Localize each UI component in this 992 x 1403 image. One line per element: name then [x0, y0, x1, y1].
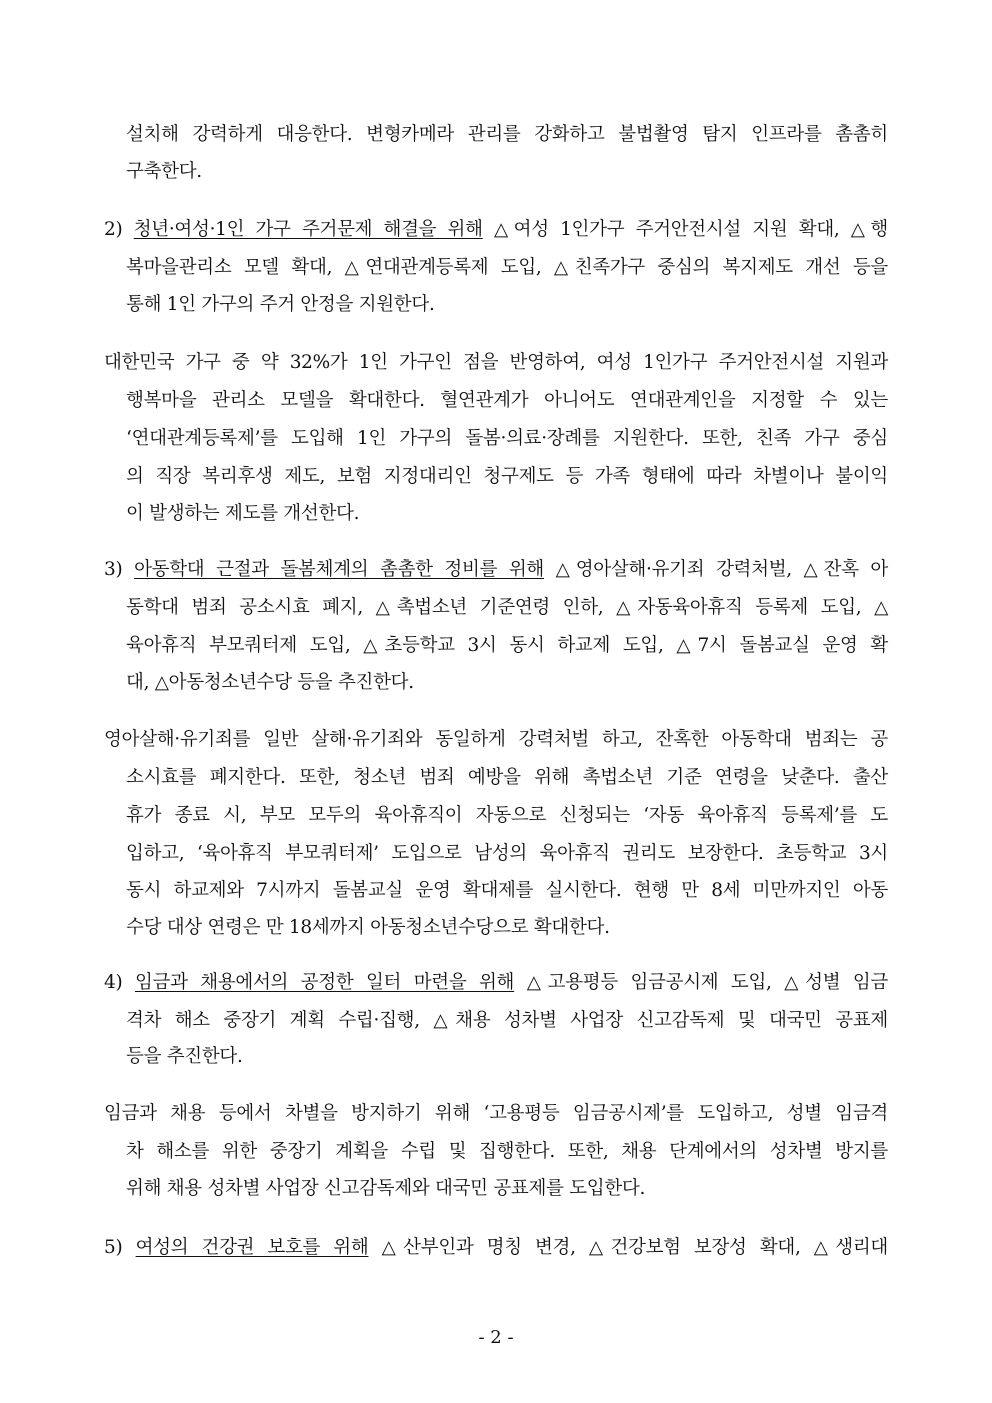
- item-number: 5): [104, 1237, 123, 1258]
- text-line: 동시 하교제와 7시까지 돌봄교실 운영 확대제를 실시한다. 현행 만 8세 미만까지인 아동: [126, 880, 888, 901]
- text-line: 행복마을 관리소 모델을 확대한다. 혈연관계가 아니어도 연대관계인을 지정할 수 있는: [126, 390, 888, 411]
- item-heading: 여성의 건강권 보호를 위해: [135, 1237, 369, 1258]
- text-line: [104, 1235, 888, 1261]
- text-line: 대한민국 가구 중 약 32%가 1인 가구인 점을 반영하여, 여성 1인가구 주거안전시설 지원과: [104, 352, 888, 373]
- text-line: 임금과 채용 등에서 차별을 방지하기 위해 ‘고용평등 임금공시제’를 도입하고, 성별 임금격: [104, 1103, 888, 1124]
- item-heading: 청년·여성·1인 가구 주거문제 해결을 위해: [133, 219, 483, 240]
- text-line: 소시효를 폐지한다. 또한, 청소년 범죄 예방을 위해 촉법소년 기준 연령을 낮춘다. 출산: [126, 767, 888, 788]
- text-line: 의 직장 복리후생 제도, 보험 지정대리인 청구제도 등 가족 형태에 따라 차별이나 불이익: [126, 466, 888, 487]
- text-line: 위해 채용 성차별 사업장 신고감독제와 대국민 공표제를 도입한다.: [126, 1178, 646, 1199]
- text-line: [104, 970, 888, 996]
- item-text: △산부인과 명칭 변경, △건강보험 보장성 확대, △생리대: [368, 1237, 888, 1258]
- text-line: 구축한다.: [126, 161, 202, 182]
- item-text: △여성 1인가구 주거안전시설 지원 확대, △행: [482, 219, 888, 240]
- text-line: 동학대 범죄 공소시효 폐지, △촉법소년 기준연령 인하, △자동육아휴직 등록제 도입, △: [126, 597, 888, 618]
- text-line: 복마을관리소 모델 확대, △연대관계등록제 도입, △친족가구 중심의 복지제도 개선 등을: [126, 257, 888, 278]
- text-line: 설치해 강력하게 대응한다. 변형카메라 관리를 강화하고 불법촬영 탐지 인프라를 촘촘히: [126, 124, 888, 145]
- item-number: 4): [104, 972, 123, 993]
- page-number: - 2 -: [478, 1327, 514, 1348]
- text-line: [104, 557, 888, 583]
- text-line: 영아살해·유기죄를 일반 살해·유기죄와 동일하게 강력처벌 하고, 잔혹한 아동학대 범죄는 공: [104, 729, 888, 750]
- text-line: ‘연대관계등록제’를 도입해 1인 가구의 돌봄·의료·장례를 지원한다. 또한, 친족 가구 중심: [126, 428, 888, 449]
- text-line: 입하고, ‘육아휴직 부모쿼터제’ 도입으로 남성의 육아휴직 권리도 보장한다. 초등학교 3시: [126, 843, 888, 864]
- text-line: [104, 217, 888, 243]
- text-line: 격차 해소 중장기 계획 수립·집행, △채용 성차별 사업장 신고감독제 및 대국민 공표제: [126, 1010, 888, 1031]
- item-number: 3): [104, 559, 123, 580]
- text-line: 육아휴직 부모쿼터제 도입, △초등학교 3시 동시 하교제 도입, △7시 돌봄교실 운영 확: [126, 635, 888, 656]
- text-line: 이 발생하는 제도를 개선한다.: [126, 503, 360, 524]
- text-line: 차 해소를 위한 중장기 계획을 수립 및 집행한다. 또한, 채용 단계에서의 성차별 방지를: [126, 1141, 888, 1162]
- item-heading: 아동학대 근절과 돌봄체계의 촘촘한 정비를 위해: [134, 559, 544, 580]
- item-text: △고용평등 임금공시제 도입, △성별 임금: [514, 972, 888, 993]
- text-line: 대, △아동청소년수당 등을 추진한다.: [126, 672, 414, 693]
- item-heading: 임금과 채용에서의 공정한 일터 마련을 위해: [134, 972, 515, 993]
- text-line: 등을 추진한다.: [126, 1046, 243, 1067]
- text-line: 수당 대상 연령은 만 18세까지 아동청소년수당으로 확대한다.: [126, 917, 610, 938]
- item-text: △영아살해·유기죄 강력처벌, △잔혹 아: [543, 559, 888, 580]
- text-line: 통해 1인 가구의 주거 안정을 지원한다.: [126, 294, 435, 315]
- text-line: 휴가 종료 시, 부모 모두의 육아휴직이 자동으로 신청되는 ‘자동 육아휴직 등록제’를 도: [126, 805, 888, 826]
- item-number: 2): [104, 219, 123, 240]
